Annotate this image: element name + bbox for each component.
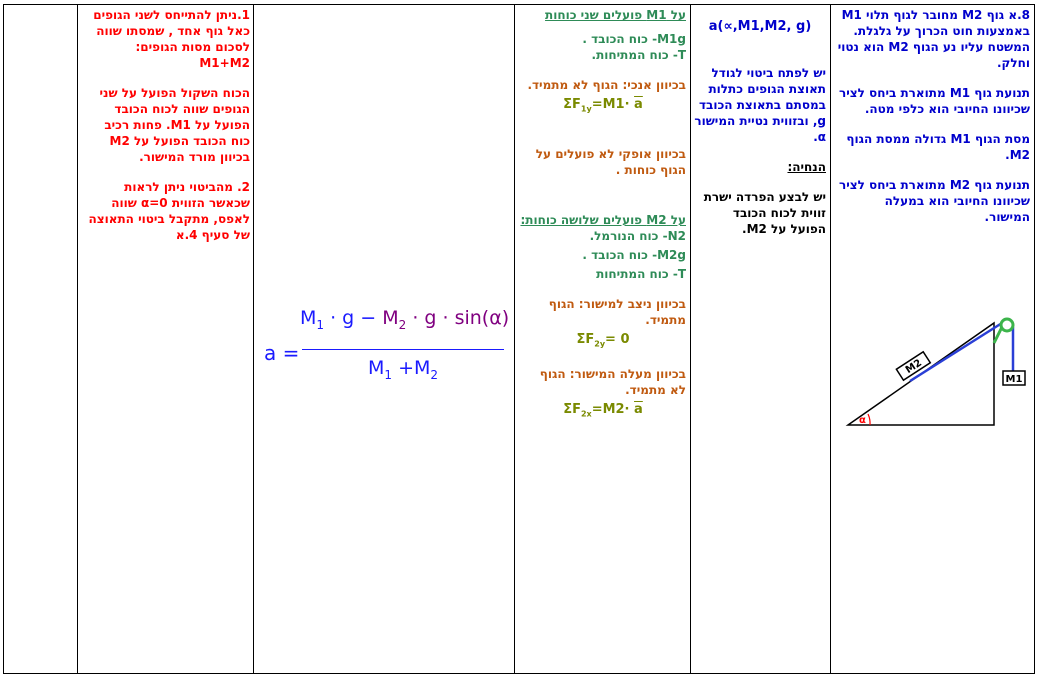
fraction-bar [302,349,504,350]
m1-equation [520,97,686,118]
remark-net-force: הכוח השקול הפועל על שני הגופים שווה לכוח הכובד הפועל על M1. פחות רכיב כוח הכובד הפועל על M2 בכיוון מורד המישור. [99,86,250,164]
equation-rhs: =M1· [591,97,635,112]
column-divider [514,5,515,673]
equation-rhs: = 0 [605,331,630,347]
angle-label: α [859,415,866,426]
column-divider [690,5,691,673]
remark-zero-angle: 2. מהביטוי ניתן לראות שכאשר הזווית α=0 שווה לאפס, מתקבל ביטוי התאוצה של סעיף 4.א [88,180,250,242]
column-divider [253,5,254,673]
pulley-support [994,327,1002,343]
remarks-cell [84,7,250,243]
formula-denominator: $M_1 +M_2$ [367,357,439,382]
problem-title: 8.א גוף M2 מחובר לגוף תלוי M1 באמצעות חוט הכרוך על גלגלת. [841,8,1030,38]
remark-combined-body: 1.ניתן להתייחס לשני הגופים כאל גוף אחד , שמסתו שווה לסכום מסות הגופים: M1+M2 [93,8,250,70]
sigma-f: ΣF [563,402,581,418]
m2-perpendicular-equation [520,332,686,353]
mass-comparison: מסת הגוף M1 גדולה ממסת הגוף M2. [846,132,1030,162]
problem-statement-cell [836,7,1030,225]
angle-arc [868,414,870,425]
sigma-f: ΣF [576,331,595,347]
m1-horizontal-direction: בכיוון אופקי לא פועלים על הגוף כוחות . [535,146,686,177]
m2-axis-description: תנועת גוף M2 מתוארת ביחס לציר שכיוונו החיובי הוא במעלה המישור. [839,178,1030,224]
surface-description: המשטח עליו נע הגוף M2 הוא נטוי וחלק. [837,40,1030,70]
assumption-title: הנחיה: [787,160,826,174]
formula-lhs: a = [264,341,300,365]
equation-rhs: =M2· [591,402,635,418]
formula-numerator: $M_1 \cdot g - M_2 \cdot g \cdot \sin(\alpha)$ [300,307,510,332]
subscript-2x: 2x [580,409,592,419]
subscript-2y: 2y [594,339,606,349]
acceleration-formula [260,305,510,395]
forces-cell [520,7,686,423]
content-table [3,4,1035,674]
m1-forces-heading: על M1 פועלים שני כוחות [545,8,686,22]
target-variables: a(∝,M1,M2, g) [708,19,812,34]
m1-tension: T- כוח המתיחות. [591,48,686,62]
m2-gravity: M2g- כוח הכובד . [582,247,686,262]
m2-incline-direction: בכיוון מעלה המישור: הגוף לא מתמיד. [539,367,686,398]
m2-perpendicular-direction: בכיוון ניצב למישור: הגוף מתמיד. [548,296,686,327]
m2-label: M2 [903,357,924,377]
m1-label: M1 [1005,374,1023,385]
column-divider [77,5,78,673]
assumption-text: יש לבצע הפרדה ישרת זווית לכוח הכובד הפועל על M2. [703,190,826,236]
subscript-1y: 1y [580,104,592,114]
m1-axis-description: תנועת גוף M1 מתוארת ביחס לציר שכיוונו החיובי הוא כלפי מטה. [839,86,1030,116]
m1-vertical-direction: בכיוון אנכי: הגוף לא מתמיד. [527,78,686,92]
incline-pulley-diagram [842,313,1032,431]
task-cell [694,7,826,237]
m2-tension: T- כוח המתיחות [596,266,686,281]
task-description: יש לפתח ביטוי לגודל תאוצת הגופים כתלות במסתם בתאוצת הכובד g, ובזווית נטיית המישור α. [694,66,826,144]
sigma-f: ΣF [563,97,581,112]
m1-gravity: M1g- כוח הכובד . [582,32,686,46]
m2-incline-equation [520,402,686,423]
m2-normal: N2- כוח הנורמל. [589,228,686,243]
m2-forces-heading: על M2 פועלים שלושה כוחות: [520,212,686,227]
pulley [1001,319,1013,331]
acceleration-vector: $\overline{a}$ [634,97,643,112]
acceleration-vector: $\overline{a}$ [634,402,643,418]
column-divider [830,5,831,673]
